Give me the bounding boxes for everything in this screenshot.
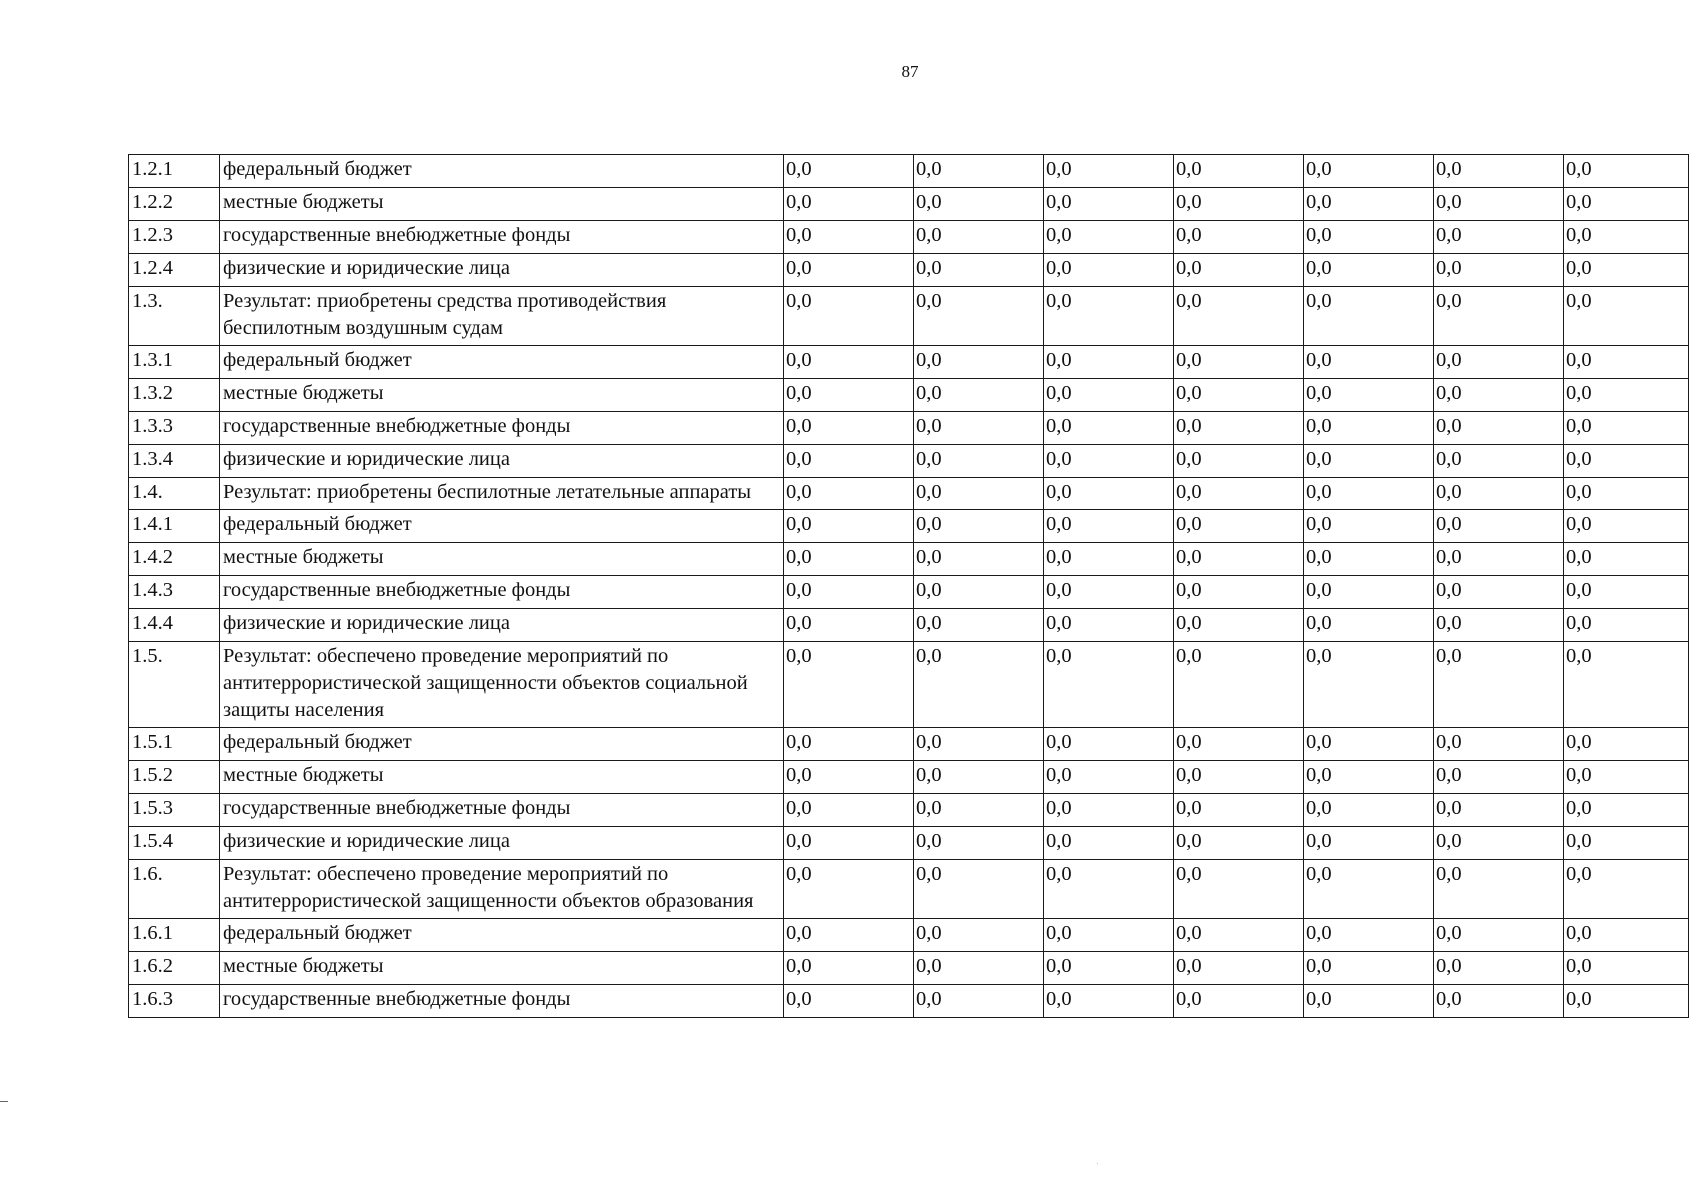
value-cell: 0,0 (1564, 642, 1689, 728)
value-cell: 0,0 (914, 478, 1044, 510)
value-cell: 0,0 (1564, 919, 1689, 952)
row-number: 1.5.2 (129, 761, 220, 794)
value-cell: 0,0 (784, 510, 914, 543)
value-cell: 0,0 (1434, 379, 1564, 412)
value-cell: 0,0 (1044, 609, 1174, 642)
value-cell: 0,0 (1304, 728, 1434, 761)
value-cell: 0,0 (1434, 346, 1564, 379)
value-cell: 0,0 (1434, 860, 1564, 919)
table-row (129, 860, 1689, 919)
value-cell: 0,0 (1564, 728, 1689, 761)
value-cell: 0,0 (1434, 510, 1564, 543)
value-cell: 0,0 (784, 794, 914, 827)
table-row (129, 642, 1689, 728)
value-cell: 0,0 (1174, 510, 1304, 543)
value-cell: 0,0 (1564, 761, 1689, 794)
value-cell: 0,0 (1044, 478, 1174, 510)
value-cell: 0,0 (1434, 576, 1564, 609)
value-cell: 0,0 (1564, 860, 1689, 919)
scan-dot (1097, 1163, 1098, 1164)
value-cell: 0,0 (1174, 543, 1304, 576)
value-cell: 0,0 (914, 543, 1044, 576)
value-cell: 0,0 (1564, 445, 1689, 478)
page-number: 87 (901, 62, 919, 81)
value-cell: 0,0 (1564, 985, 1689, 1018)
value-cell: 0,0 (1304, 761, 1434, 794)
value-cell: 0,0 (1304, 985, 1434, 1018)
row-number: 1.2.1 (129, 155, 220, 188)
row-number: 1.3.4 (129, 445, 220, 478)
value-cell: 0,0 (914, 642, 1044, 728)
value-cell: 0,0 (1434, 155, 1564, 188)
table-row (129, 155, 1689, 188)
value-cell: 0,0 (1564, 155, 1689, 188)
value-cell: 0,0 (784, 576, 914, 609)
value-cell: 0,0 (1434, 919, 1564, 952)
value-cell: 0,0 (914, 221, 1044, 254)
row-number: 1.5. (129, 642, 220, 728)
value-cell: 0,0 (1304, 510, 1434, 543)
row-number: 1.5.1 (129, 728, 220, 761)
value-cell: 0,0 (1564, 221, 1689, 254)
row-name: государственные внебюджетные фонды (220, 985, 784, 1018)
row-name: местные бюджеты (220, 188, 784, 221)
value-cell: 0,0 (1304, 155, 1434, 188)
value-cell: 0,0 (1044, 221, 1174, 254)
row-number: 1.5.4 (129, 827, 220, 860)
table-row (129, 794, 1689, 827)
budget-table (128, 154, 1689, 1018)
value-cell: 0,0 (784, 287, 914, 346)
value-cell: 0,0 (1174, 445, 1304, 478)
value-cell: 0,0 (1174, 221, 1304, 254)
value-cell: 0,0 (1304, 478, 1434, 510)
row-name: физические и юридические лица (220, 254, 784, 287)
row-name: Результат: обеспечено проведение мероприятий по антитеррористической защищенности объектов социальной защиты населения (220, 642, 784, 728)
value-cell: 0,0 (1304, 642, 1434, 728)
value-cell: 0,0 (1174, 761, 1304, 794)
value-cell: 0,0 (1304, 412, 1434, 445)
value-cell: 0,0 (914, 761, 1044, 794)
value-cell: 0,0 (914, 254, 1044, 287)
value-cell: 0,0 (784, 952, 914, 985)
value-cell: 0,0 (914, 445, 1044, 478)
value-cell: 0,0 (1434, 543, 1564, 576)
row-name: физические и юридические лица (220, 827, 784, 860)
value-cell: 0,0 (1174, 728, 1304, 761)
value-cell: 0,0 (1434, 221, 1564, 254)
value-cell: 0,0 (1434, 952, 1564, 985)
value-cell: 0,0 (1434, 287, 1564, 346)
value-cell: 0,0 (914, 952, 1044, 985)
value-cell: 0,0 (1044, 287, 1174, 346)
value-cell: 0,0 (1434, 445, 1564, 478)
value-cell: 0,0 (1174, 642, 1304, 728)
value-cell: 0,0 (784, 543, 914, 576)
value-cell: 0,0 (1174, 860, 1304, 919)
table-row (129, 412, 1689, 445)
value-cell: 0,0 (784, 985, 914, 1018)
value-cell: 0,0 (1434, 642, 1564, 728)
row-number: 1.6. (129, 860, 220, 919)
value-cell: 0,0 (1044, 576, 1174, 609)
value-cell: 0,0 (914, 860, 1044, 919)
row-number: 1.3. (129, 287, 220, 346)
table-row (129, 346, 1689, 379)
row-number: 1.4.1 (129, 510, 220, 543)
value-cell: 0,0 (1044, 445, 1174, 478)
row-name: местные бюджеты (220, 761, 784, 794)
table-row (129, 510, 1689, 543)
value-cell: 0,0 (1174, 478, 1304, 510)
row-name: федеральный бюджет (220, 155, 784, 188)
row-name: государственные внебюджетные фонды (220, 794, 784, 827)
value-cell: 0,0 (1564, 287, 1689, 346)
value-cell: 0,0 (784, 860, 914, 919)
value-cell: 0,0 (914, 188, 1044, 221)
value-cell: 0,0 (1174, 346, 1304, 379)
row-name: федеральный бюджет (220, 919, 784, 952)
value-cell: 0,0 (1174, 287, 1304, 346)
row-name: федеральный бюджет (220, 728, 784, 761)
margin-mark (0, 1101, 8, 1102)
value-cell: 0,0 (784, 728, 914, 761)
value-cell: 0,0 (1174, 254, 1304, 287)
value-cell: 0,0 (784, 379, 914, 412)
table-body (129, 155, 1689, 1018)
value-cell: 0,0 (1434, 188, 1564, 221)
value-cell: 0,0 (1304, 254, 1434, 287)
table-row (129, 985, 1689, 1018)
value-cell: 0,0 (1564, 412, 1689, 445)
value-cell: 0,0 (1044, 860, 1174, 919)
value-cell: 0,0 (1044, 794, 1174, 827)
value-cell: 0,0 (1304, 860, 1434, 919)
value-cell: 0,0 (1044, 761, 1174, 794)
value-cell: 0,0 (1174, 155, 1304, 188)
row-number: 1.6.2 (129, 952, 220, 985)
value-cell: 0,0 (1304, 346, 1434, 379)
value-cell: 0,0 (914, 379, 1044, 412)
row-number: 1.3.1 (129, 346, 220, 379)
value-cell: 0,0 (1044, 827, 1174, 860)
row-number: 1.4. (129, 478, 220, 510)
value-cell: 0,0 (1304, 827, 1434, 860)
value-cell: 0,0 (1304, 445, 1434, 478)
value-cell: 0,0 (914, 609, 1044, 642)
table-row (129, 609, 1689, 642)
value-cell: 0,0 (1304, 188, 1434, 221)
value-cell: 0,0 (1044, 254, 1174, 287)
value-cell: 0,0 (1564, 254, 1689, 287)
value-cell: 0,0 (1044, 919, 1174, 952)
row-number: 1.3.2 (129, 379, 220, 412)
row-name: физические и юридические лица (220, 609, 784, 642)
value-cell: 0,0 (1434, 794, 1564, 827)
value-cell: 0,0 (784, 445, 914, 478)
value-cell: 0,0 (914, 287, 1044, 346)
row-number: 1.2.2 (129, 188, 220, 221)
value-cell: 0,0 (784, 919, 914, 952)
row-number: 1.4.2 (129, 543, 220, 576)
value-cell: 0,0 (784, 412, 914, 445)
value-cell: 0,0 (1304, 379, 1434, 412)
value-cell: 0,0 (784, 188, 914, 221)
table-row (129, 478, 1689, 510)
value-cell: 0,0 (1304, 952, 1434, 985)
value-cell: 0,0 (914, 412, 1044, 445)
value-cell: 0,0 (1174, 576, 1304, 609)
value-cell: 0,0 (914, 510, 1044, 543)
value-cell: 0,0 (784, 642, 914, 728)
value-cell: 0,0 (1304, 794, 1434, 827)
row-number: 1.3.3 (129, 412, 220, 445)
value-cell: 0,0 (1174, 188, 1304, 221)
row-number: 1.6.1 (129, 919, 220, 952)
value-cell: 0,0 (1174, 379, 1304, 412)
value-cell: 0,0 (914, 155, 1044, 188)
table-row (129, 254, 1689, 287)
value-cell: 0,0 (1174, 794, 1304, 827)
row-name: государственные внебюджетные фонды (220, 576, 784, 609)
row-name: местные бюджеты (220, 543, 784, 576)
table-row (129, 952, 1689, 985)
row-name: Результат: приобретены средства противодействия беспилотным воздушным судам (220, 287, 784, 346)
row-name: Результат: приобретены беспилотные летательные аппараты (220, 478, 784, 510)
row-name: местные бюджеты (220, 952, 784, 985)
row-number: 1.6.3 (129, 985, 220, 1018)
value-cell: 0,0 (1564, 952, 1689, 985)
value-cell: 0,0 (914, 346, 1044, 379)
value-cell: 0,0 (1304, 919, 1434, 952)
value-cell: 0,0 (784, 221, 914, 254)
table-row (129, 827, 1689, 860)
value-cell: 0,0 (1044, 543, 1174, 576)
value-cell: 0,0 (914, 576, 1044, 609)
value-cell: 0,0 (1434, 412, 1564, 445)
table-row (129, 379, 1689, 412)
value-cell: 0,0 (1564, 346, 1689, 379)
table-row (129, 287, 1689, 346)
value-cell: 0,0 (1304, 576, 1434, 609)
row-number: 1.2.3 (129, 221, 220, 254)
row-name: государственные внебюджетные фонды (220, 412, 784, 445)
value-cell: 0,0 (784, 761, 914, 794)
value-cell: 0,0 (784, 155, 914, 188)
value-cell: 0,0 (784, 346, 914, 379)
value-cell: 0,0 (1044, 985, 1174, 1018)
value-cell: 0,0 (1434, 827, 1564, 860)
row-number: 1.4.3 (129, 576, 220, 609)
value-cell: 0,0 (1434, 254, 1564, 287)
value-cell: 0,0 (1564, 478, 1689, 510)
table-row (129, 543, 1689, 576)
value-cell: 0,0 (914, 827, 1044, 860)
value-cell: 0,0 (784, 609, 914, 642)
row-name: местные бюджеты (220, 379, 784, 412)
value-cell: 0,0 (1434, 761, 1564, 794)
value-cell: 0,0 (1174, 985, 1304, 1018)
row-number: 1.5.3 (129, 794, 220, 827)
value-cell: 0,0 (1304, 221, 1434, 254)
table-row (129, 761, 1689, 794)
value-cell: 0,0 (1044, 510, 1174, 543)
value-cell: 0,0 (1044, 379, 1174, 412)
value-cell: 0,0 (1304, 609, 1434, 642)
value-cell: 0,0 (1174, 827, 1304, 860)
value-cell: 0,0 (914, 728, 1044, 761)
row-name: федеральный бюджет (220, 346, 784, 379)
row-number: 1.4.4 (129, 609, 220, 642)
value-cell: 0,0 (1304, 543, 1434, 576)
table-row (129, 221, 1689, 254)
value-cell: 0,0 (1044, 188, 1174, 221)
value-cell: 0,0 (1304, 287, 1434, 346)
value-cell: 0,0 (1564, 827, 1689, 860)
row-name: федеральный бюджет (220, 510, 784, 543)
value-cell: 0,0 (1564, 609, 1689, 642)
value-cell: 0,0 (784, 827, 914, 860)
row-name: Результат: обеспечено проведение мероприятий по антитеррористической защищенности объектов образования (220, 860, 784, 919)
value-cell: 0,0 (1434, 985, 1564, 1018)
row-name: государственные внебюджетные фонды (220, 221, 784, 254)
table-row (129, 188, 1689, 221)
value-cell: 0,0 (1564, 543, 1689, 576)
table-row (129, 919, 1689, 952)
value-cell: 0,0 (1564, 794, 1689, 827)
row-number: 1.2.4 (129, 254, 220, 287)
value-cell: 0,0 (784, 254, 914, 287)
value-cell: 0,0 (1434, 609, 1564, 642)
value-cell: 0,0 (784, 478, 914, 510)
value-cell: 0,0 (1044, 642, 1174, 728)
value-cell: 0,0 (914, 985, 1044, 1018)
value-cell: 0,0 (1564, 379, 1689, 412)
value-cell: 0,0 (914, 919, 1044, 952)
value-cell: 0,0 (1434, 478, 1564, 510)
value-cell: 0,0 (1174, 952, 1304, 985)
value-cell: 0,0 (1564, 576, 1689, 609)
value-cell: 0,0 (1044, 412, 1174, 445)
row-name: физические и юридические лица (220, 445, 784, 478)
table-row (129, 445, 1689, 478)
table-row (129, 576, 1689, 609)
value-cell: 0,0 (1174, 919, 1304, 952)
value-cell: 0,0 (1434, 728, 1564, 761)
value-cell: 0,0 (1044, 952, 1174, 985)
value-cell: 0,0 (1044, 728, 1174, 761)
table-row (129, 728, 1689, 761)
value-cell: 0,0 (1044, 155, 1174, 188)
value-cell: 0,0 (1564, 188, 1689, 221)
value-cell: 0,0 (914, 794, 1044, 827)
value-cell: 0,0 (1174, 412, 1304, 445)
value-cell: 0,0 (1174, 609, 1304, 642)
value-cell: 0,0 (1564, 510, 1689, 543)
value-cell: 0,0 (1044, 346, 1174, 379)
